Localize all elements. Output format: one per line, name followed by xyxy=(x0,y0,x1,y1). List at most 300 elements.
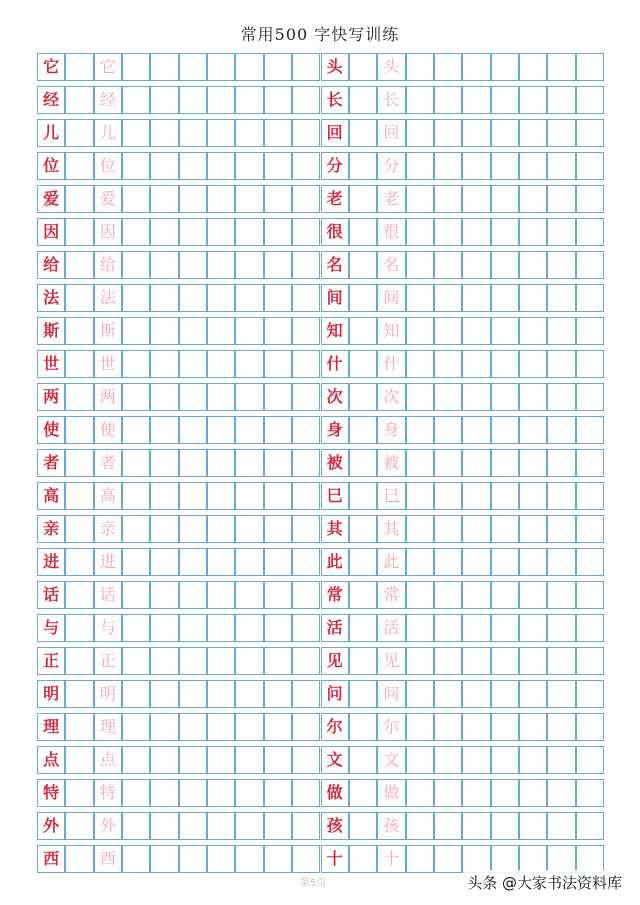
grid-cell xyxy=(179,53,207,81)
grid-cell xyxy=(406,449,434,477)
grid-cell xyxy=(547,350,575,378)
grid-cell xyxy=(264,515,292,543)
grid-cell xyxy=(264,350,292,378)
grid-cell xyxy=(150,152,178,180)
grid-cell xyxy=(264,548,292,576)
trace-char: 做 xyxy=(377,779,405,807)
trace-char: 特 xyxy=(94,779,122,807)
grid-cell xyxy=(292,218,320,246)
grid-cell xyxy=(207,713,235,741)
grid-cell xyxy=(406,218,434,246)
grid-cell xyxy=(207,218,235,246)
trace-char: 名 xyxy=(377,251,405,279)
grid-cell xyxy=(462,53,490,81)
grid-cell xyxy=(576,284,604,312)
grid-cell xyxy=(264,449,292,477)
grid-cell xyxy=(122,548,150,576)
grid-cell xyxy=(491,548,519,576)
grid-cell xyxy=(150,746,178,774)
trace-char: 十 xyxy=(377,845,405,873)
grid-cell xyxy=(462,251,490,279)
grid-cell xyxy=(235,251,263,279)
grid-cell xyxy=(349,614,377,642)
grid-cell xyxy=(150,482,178,510)
grid-cell xyxy=(235,515,263,543)
grid-cell xyxy=(65,350,93,378)
grid-row xyxy=(37,515,604,548)
grid-cell xyxy=(65,86,93,114)
grid-cell xyxy=(122,581,150,609)
grid-cell xyxy=(65,515,93,543)
grid-cell xyxy=(65,53,93,81)
grid-cell xyxy=(122,53,150,81)
grid-cell xyxy=(406,152,434,180)
grid-cell xyxy=(207,515,235,543)
grid-cell xyxy=(349,284,377,312)
model-char: 老 xyxy=(321,185,349,213)
grid-cell xyxy=(292,284,320,312)
grid-cell xyxy=(576,680,604,708)
grid-row xyxy=(37,812,604,845)
grid-cell xyxy=(462,185,490,213)
grid-cell xyxy=(519,845,547,873)
grid-cell xyxy=(179,251,207,279)
grid-cell xyxy=(349,218,377,246)
grid-row xyxy=(37,647,604,680)
trace-char: 其 xyxy=(377,515,405,543)
grid-cell xyxy=(65,383,93,411)
grid-cell xyxy=(264,614,292,642)
grid-cell xyxy=(292,812,320,840)
grid-cell xyxy=(235,482,263,510)
grid-cell xyxy=(462,779,490,807)
grid-cell xyxy=(434,614,462,642)
grid-cell xyxy=(576,713,604,741)
grid-cell xyxy=(179,482,207,510)
model-char: 见 xyxy=(321,647,349,675)
grid-cell xyxy=(547,317,575,345)
grid-cell xyxy=(434,449,462,477)
grid-cell xyxy=(122,845,150,873)
model-char: 西 xyxy=(37,845,65,873)
grid-cell xyxy=(462,317,490,345)
grid-cell xyxy=(491,680,519,708)
trace-char: 因 xyxy=(94,218,122,246)
grid-cell xyxy=(235,218,263,246)
grid-cell xyxy=(434,647,462,675)
grid-cell xyxy=(235,812,263,840)
model-char: 儿 xyxy=(37,119,65,147)
grid-cell xyxy=(179,152,207,180)
grid-cell xyxy=(150,317,178,345)
model-char: 分 xyxy=(321,152,349,180)
grid-cell xyxy=(150,548,178,576)
grid-cell xyxy=(122,350,150,378)
grid-cell xyxy=(576,515,604,543)
grid-cell xyxy=(292,53,320,81)
grid-cell xyxy=(462,713,490,741)
grid-cell xyxy=(207,548,235,576)
grid-cell xyxy=(292,548,320,576)
model-char: 使 xyxy=(37,416,65,444)
grid-cell xyxy=(491,614,519,642)
grid-cell xyxy=(406,647,434,675)
trace-char: 次 xyxy=(377,383,405,411)
grid-row xyxy=(37,713,604,746)
grid-cell xyxy=(264,845,292,873)
grid-row xyxy=(37,383,604,416)
grid-cell xyxy=(349,251,377,279)
trace-char: 间 xyxy=(377,284,405,312)
grid-cell xyxy=(179,284,207,312)
grid-cell xyxy=(434,185,462,213)
grid-cell xyxy=(235,449,263,477)
grid-cell xyxy=(235,350,263,378)
grid-cell xyxy=(150,614,178,642)
grid-cell xyxy=(349,86,377,114)
grid-cell xyxy=(349,845,377,873)
grid-cell xyxy=(434,779,462,807)
model-char: 尔 xyxy=(321,713,349,741)
grid-cell xyxy=(292,119,320,147)
trace-char: 很 xyxy=(377,218,405,246)
grid-cell xyxy=(547,119,575,147)
grid-cell xyxy=(349,680,377,708)
trace-char: 长 xyxy=(377,86,405,114)
grid-cell xyxy=(235,647,263,675)
grid-cell xyxy=(150,53,178,81)
grid-cell xyxy=(122,614,150,642)
grid-cell xyxy=(434,812,462,840)
grid-cell xyxy=(547,680,575,708)
grid-row xyxy=(37,317,604,350)
grid-cell xyxy=(519,548,547,576)
grid-cell xyxy=(207,317,235,345)
grid-cell xyxy=(576,350,604,378)
grid-cell xyxy=(150,185,178,213)
grid-cell xyxy=(547,548,575,576)
grid-cell xyxy=(179,317,207,345)
trace-char: 分 xyxy=(377,152,405,180)
grid-cell xyxy=(207,581,235,609)
grid-cell xyxy=(349,548,377,576)
grid-cell xyxy=(576,581,604,609)
grid-cell xyxy=(349,152,377,180)
grid-cell xyxy=(519,647,547,675)
grid-cell xyxy=(65,152,93,180)
grid-cell xyxy=(65,812,93,840)
trace-char: 给 xyxy=(94,251,122,279)
model-char: 话 xyxy=(37,581,65,609)
grid-cell xyxy=(65,680,93,708)
grid-cell xyxy=(349,482,377,510)
grid-cell xyxy=(434,713,462,741)
grid-cell xyxy=(150,449,178,477)
grid-cell xyxy=(434,482,462,510)
grid-cell xyxy=(406,119,434,147)
grid-cell xyxy=(491,284,519,312)
grid-cell xyxy=(434,53,462,81)
grid-cell xyxy=(65,746,93,774)
grid-cell xyxy=(462,152,490,180)
grid-cell xyxy=(150,251,178,279)
trace-char: 身 xyxy=(377,416,405,444)
grid-cell xyxy=(122,152,150,180)
grid-cell xyxy=(207,53,235,81)
grid-cell xyxy=(406,317,434,345)
model-char: 次 xyxy=(321,383,349,411)
grid-cell xyxy=(547,185,575,213)
grid-cell xyxy=(349,647,377,675)
grid-cell xyxy=(264,812,292,840)
grid-cell xyxy=(65,581,93,609)
grid-cell xyxy=(462,218,490,246)
grid-cell xyxy=(150,383,178,411)
grid-cell xyxy=(576,548,604,576)
model-char: 活 xyxy=(321,614,349,642)
trace-char: 外 xyxy=(94,812,122,840)
grid-row xyxy=(37,680,604,713)
grid-cell xyxy=(576,614,604,642)
grid-row xyxy=(37,449,604,482)
grid-cell xyxy=(462,581,490,609)
trace-char: 老 xyxy=(377,185,405,213)
grid-cell xyxy=(65,119,93,147)
model-char: 高 xyxy=(37,482,65,510)
model-char: 明 xyxy=(37,680,65,708)
grid-cell xyxy=(122,251,150,279)
grid-cell xyxy=(406,614,434,642)
model-char: 巳 xyxy=(321,482,349,510)
grid-cell xyxy=(264,251,292,279)
grid-cell xyxy=(207,680,235,708)
grid-cell xyxy=(519,86,547,114)
trace-char: 问 xyxy=(377,680,405,708)
grid-cell xyxy=(264,647,292,675)
grid-cell xyxy=(235,548,263,576)
grid-cell xyxy=(235,614,263,642)
grid-cell xyxy=(235,416,263,444)
grid-cell xyxy=(179,86,207,114)
grid-cell xyxy=(235,86,263,114)
grid-cell xyxy=(65,845,93,873)
grid-cell xyxy=(122,218,150,246)
grid-cell xyxy=(65,647,93,675)
trace-char: 爱 xyxy=(94,185,122,213)
grid-cell xyxy=(122,383,150,411)
grid-cell xyxy=(349,779,377,807)
grid-cell xyxy=(207,482,235,510)
grid-row xyxy=(37,581,604,614)
grid-cell xyxy=(491,845,519,873)
grid-cell xyxy=(65,185,93,213)
grid-cell xyxy=(292,317,320,345)
grid-cell xyxy=(462,449,490,477)
grid-cell xyxy=(179,746,207,774)
trace-char: 被 xyxy=(377,449,405,477)
grid-cell xyxy=(406,713,434,741)
grid-cell xyxy=(434,251,462,279)
grid-cell xyxy=(547,416,575,444)
grid-cell xyxy=(462,614,490,642)
trace-char: 话 xyxy=(94,581,122,609)
grid-cell xyxy=(179,449,207,477)
grid-cell xyxy=(462,812,490,840)
grid-cell xyxy=(434,350,462,378)
grid-cell xyxy=(65,449,93,477)
grid-cell xyxy=(349,317,377,345)
grid-cell xyxy=(235,119,263,147)
trace-char: 孩 xyxy=(377,812,405,840)
grid-cell xyxy=(65,482,93,510)
grid-cell xyxy=(179,779,207,807)
trace-char: 此 xyxy=(377,548,405,576)
model-char: 爱 xyxy=(37,185,65,213)
grid-cell xyxy=(462,548,490,576)
grid-cell xyxy=(576,152,604,180)
grid-cell xyxy=(434,119,462,147)
model-char: 此 xyxy=(321,548,349,576)
model-char: 问 xyxy=(321,680,349,708)
grid-cell xyxy=(264,284,292,312)
grid-cell xyxy=(122,284,150,312)
grid-cell xyxy=(150,416,178,444)
grid-cell xyxy=(264,152,292,180)
grid-row xyxy=(37,548,604,581)
model-char: 很 xyxy=(321,218,349,246)
model-char: 外 xyxy=(37,812,65,840)
grid-cell xyxy=(519,614,547,642)
grid-cell xyxy=(547,53,575,81)
model-char: 两 xyxy=(37,383,65,411)
grid-cell xyxy=(292,482,320,510)
grid-cell xyxy=(576,185,604,213)
grid-cell xyxy=(122,317,150,345)
grid-cell xyxy=(207,779,235,807)
model-char: 其 xyxy=(321,515,349,543)
grid-cell xyxy=(406,185,434,213)
grid-cell xyxy=(292,515,320,543)
grid-cell xyxy=(434,845,462,873)
grid-cell xyxy=(150,845,178,873)
grid-cell xyxy=(434,548,462,576)
grid-cell xyxy=(292,416,320,444)
grid-cell xyxy=(491,119,519,147)
model-char: 文 xyxy=(321,746,349,774)
grid-cell xyxy=(491,317,519,345)
grid-cell xyxy=(406,383,434,411)
grid-cell xyxy=(491,713,519,741)
trace-char: 见 xyxy=(377,647,405,675)
grid-cell xyxy=(150,812,178,840)
trace-char: 西 xyxy=(94,845,122,873)
grid-cell xyxy=(519,515,547,543)
grid-cell xyxy=(349,119,377,147)
grid-cell xyxy=(406,284,434,312)
grid-cell xyxy=(235,779,263,807)
grid-cell xyxy=(519,812,547,840)
grid-cell xyxy=(576,218,604,246)
grid-row xyxy=(37,218,604,251)
trace-char: 高 xyxy=(94,482,122,510)
trace-char: 理 xyxy=(94,713,122,741)
grid-row xyxy=(37,53,604,86)
grid-cell xyxy=(207,449,235,477)
model-char: 间 xyxy=(321,284,349,312)
grid-cell xyxy=(179,812,207,840)
grid-cell xyxy=(349,185,377,213)
grid-cell xyxy=(406,251,434,279)
grid-cell xyxy=(519,284,547,312)
grid-cell xyxy=(434,581,462,609)
grid-row xyxy=(37,284,604,317)
grid-row xyxy=(37,614,604,647)
grid-cell xyxy=(491,86,519,114)
grid-cell xyxy=(547,449,575,477)
model-char: 位 xyxy=(37,152,65,180)
grid-cell xyxy=(179,680,207,708)
grid-cell xyxy=(547,812,575,840)
trace-char: 斯 xyxy=(94,317,122,345)
grid-cell xyxy=(462,119,490,147)
model-char: 因 xyxy=(37,218,65,246)
grid-cell xyxy=(491,647,519,675)
grid-cell xyxy=(519,185,547,213)
grid-cell xyxy=(406,581,434,609)
grid-cell xyxy=(235,383,263,411)
grid-cell xyxy=(349,449,377,477)
model-char: 名 xyxy=(321,251,349,279)
grid-cell xyxy=(235,713,263,741)
grid-cell xyxy=(576,251,604,279)
grid-cell xyxy=(65,416,93,444)
grid-cell xyxy=(491,779,519,807)
grid-cell xyxy=(264,482,292,510)
grid-cell xyxy=(264,119,292,147)
grid-cell xyxy=(292,350,320,378)
grid-cell xyxy=(519,581,547,609)
grid-cell xyxy=(519,449,547,477)
grid-cell xyxy=(349,746,377,774)
grid-cell xyxy=(179,647,207,675)
grid-cell xyxy=(292,383,320,411)
grid-cell xyxy=(491,383,519,411)
grid-cell xyxy=(207,185,235,213)
grid-cell xyxy=(547,845,575,873)
grid-cell xyxy=(349,383,377,411)
grid-cell xyxy=(434,383,462,411)
grid-cell xyxy=(207,746,235,774)
grid-cell xyxy=(462,284,490,312)
trace-char: 使 xyxy=(94,416,122,444)
grid-cell xyxy=(576,779,604,807)
grid-cell xyxy=(264,680,292,708)
trace-char: 正 xyxy=(94,647,122,675)
grid-cell xyxy=(150,86,178,114)
model-char: 回 xyxy=(321,119,349,147)
grid-row xyxy=(37,119,604,152)
grid-cell xyxy=(462,845,490,873)
grid-cell xyxy=(462,647,490,675)
grid-cell xyxy=(207,152,235,180)
grid-cell xyxy=(576,119,604,147)
grid-cell xyxy=(179,350,207,378)
grid-row xyxy=(37,482,604,515)
grid-cell xyxy=(434,152,462,180)
grid-cell xyxy=(150,680,178,708)
grid-cell xyxy=(235,845,263,873)
model-char: 正 xyxy=(37,647,65,675)
